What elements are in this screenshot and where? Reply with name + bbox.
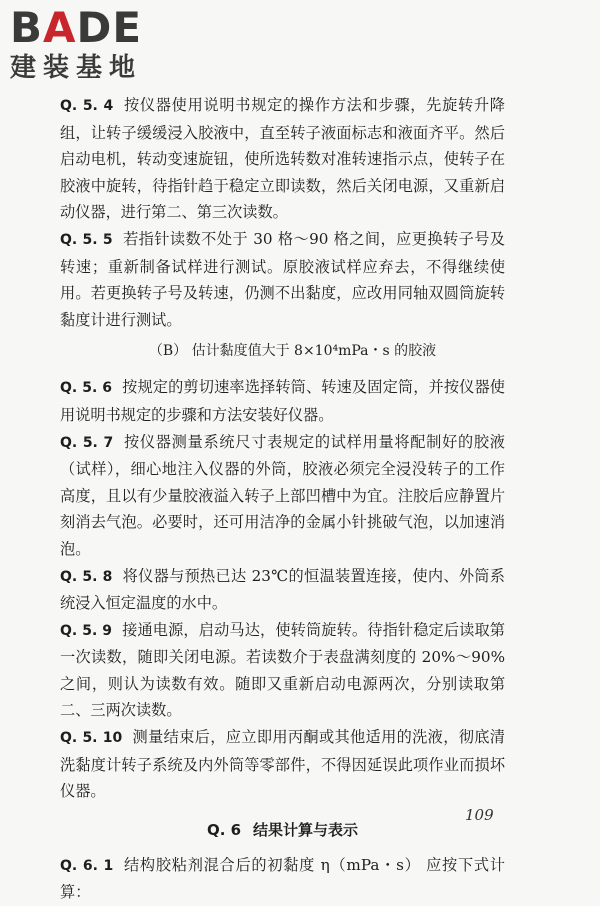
- paragraph-q-5-10: [60, 724, 505, 805]
- paragraph-q-5-4: [60, 92, 505, 226]
- clause-number: Q. 5. 9: [60, 622, 113, 639]
- clause-number: Q. 5. 10: [60, 730, 123, 747]
- paragraph-q-5-8: [60, 563, 505, 617]
- clause-text: 接通电源，启动马达，使转筒旋转。待指针稳定后读取第一次读数，随即关闭电源。若读数介于表盘满刻度的 20%～90%之间，则认为读数有效。随即又重新启动电源两次，分别读取第二、三两次读数。: [60, 620, 505, 720]
- clause-number: Q. 5. 5: [60, 231, 113, 248]
- clause-number: Q. 5. 7: [60, 434, 114, 451]
- logo: [10, 3, 180, 84]
- paragraph-q-5-7: [60, 429, 505, 563]
- section-heading-q-6: [60, 819, 505, 840]
- clause-number: Q. 5. 4: [60, 98, 114, 114]
- clause-text: 将仪器与预热已达 23℃的恒温装置连接，使内、外筒系统浸入恒定温度的水中。: [60, 566, 505, 613]
- subsection-heading-b: （B） 估计黏度值大于 8×10⁴mPa・s 的胶液: [148, 343, 437, 360]
- paragraph-q-5-9: [60, 617, 505, 724]
- paragraph-q-5-6: [60, 374, 505, 428]
- clause-text: 若指针读数不处于 30 格～90 格之间，应更换转子号及转速；重新制备试样进行测试。原胶液试样应弃去，不得继续使用。若更换转子号及转速，仍测不出黏度，应改用同轴双圆筒旋转黏度计进行测试。: [60, 229, 505, 329]
- clause-text: 按仪器测量系统尺寸表规定的试样用量将配制好的胶液（试样），细心地注入仪器的外筒，胶液必须完全浸没转子的工作高度，且以有少量胶液溢入转子上部凹槽中为宜。注胶后应静置片刻消去气泡。必要时，还可用洁净的金属小针挑破气泡，以加速消泡。: [60, 432, 505, 558]
- clause-number: Q. 5. 8: [60, 568, 113, 585]
- section-title-text: 结果计算与表示: [253, 820, 359, 839]
- clause-number: Q. 5. 6: [60, 380, 113, 397]
- clause-text: 按仪器使用说明书规定的操作方法和步骤，先旋转升降组，让转子缓缓浸入胶液中，直至转子液面标志和液面齐平。然后启动电机，转动变速旋钮，使所选转数对准转速指示点，使转子在胶液中旋转，待指针趋于稳定立即读数，然后关闭电源，又重新启动仪器，进行第二、第三次读数。: [60, 96, 505, 222]
- logo-subtitle: 建装基地: [10, 53, 143, 83]
- clause-text: 测量结束后，应立即用丙酮或其他适用的洗液，彻底清洗黏度计转子系统及内外筒等零部件，不得因延误此项作业而损坏仪器。: [60, 728, 505, 801]
- clause-number: Q. 6. 1: [60, 857, 114, 874]
- page-number: 109: [465, 806, 494, 824]
- paragraph-q-6-1: [60, 852, 505, 906]
- section-number: Q. 6: [206, 820, 242, 839]
- logo-wordmark: BADE: [10, 3, 143, 52]
- clause-text: 按规定的剪切速率选择转筒、转速及固定筒，并按仪器使用说明书规定的步骤和方法安装好仪器。: [60, 378, 505, 424]
- page-content: [60, 92, 505, 906]
- paragraph-q-5-5: [60, 226, 505, 333]
- clause-text: 结构胶粘剂混合后的初黏度 η（mPa・s） 应按下式计算：: [60, 855, 505, 902]
